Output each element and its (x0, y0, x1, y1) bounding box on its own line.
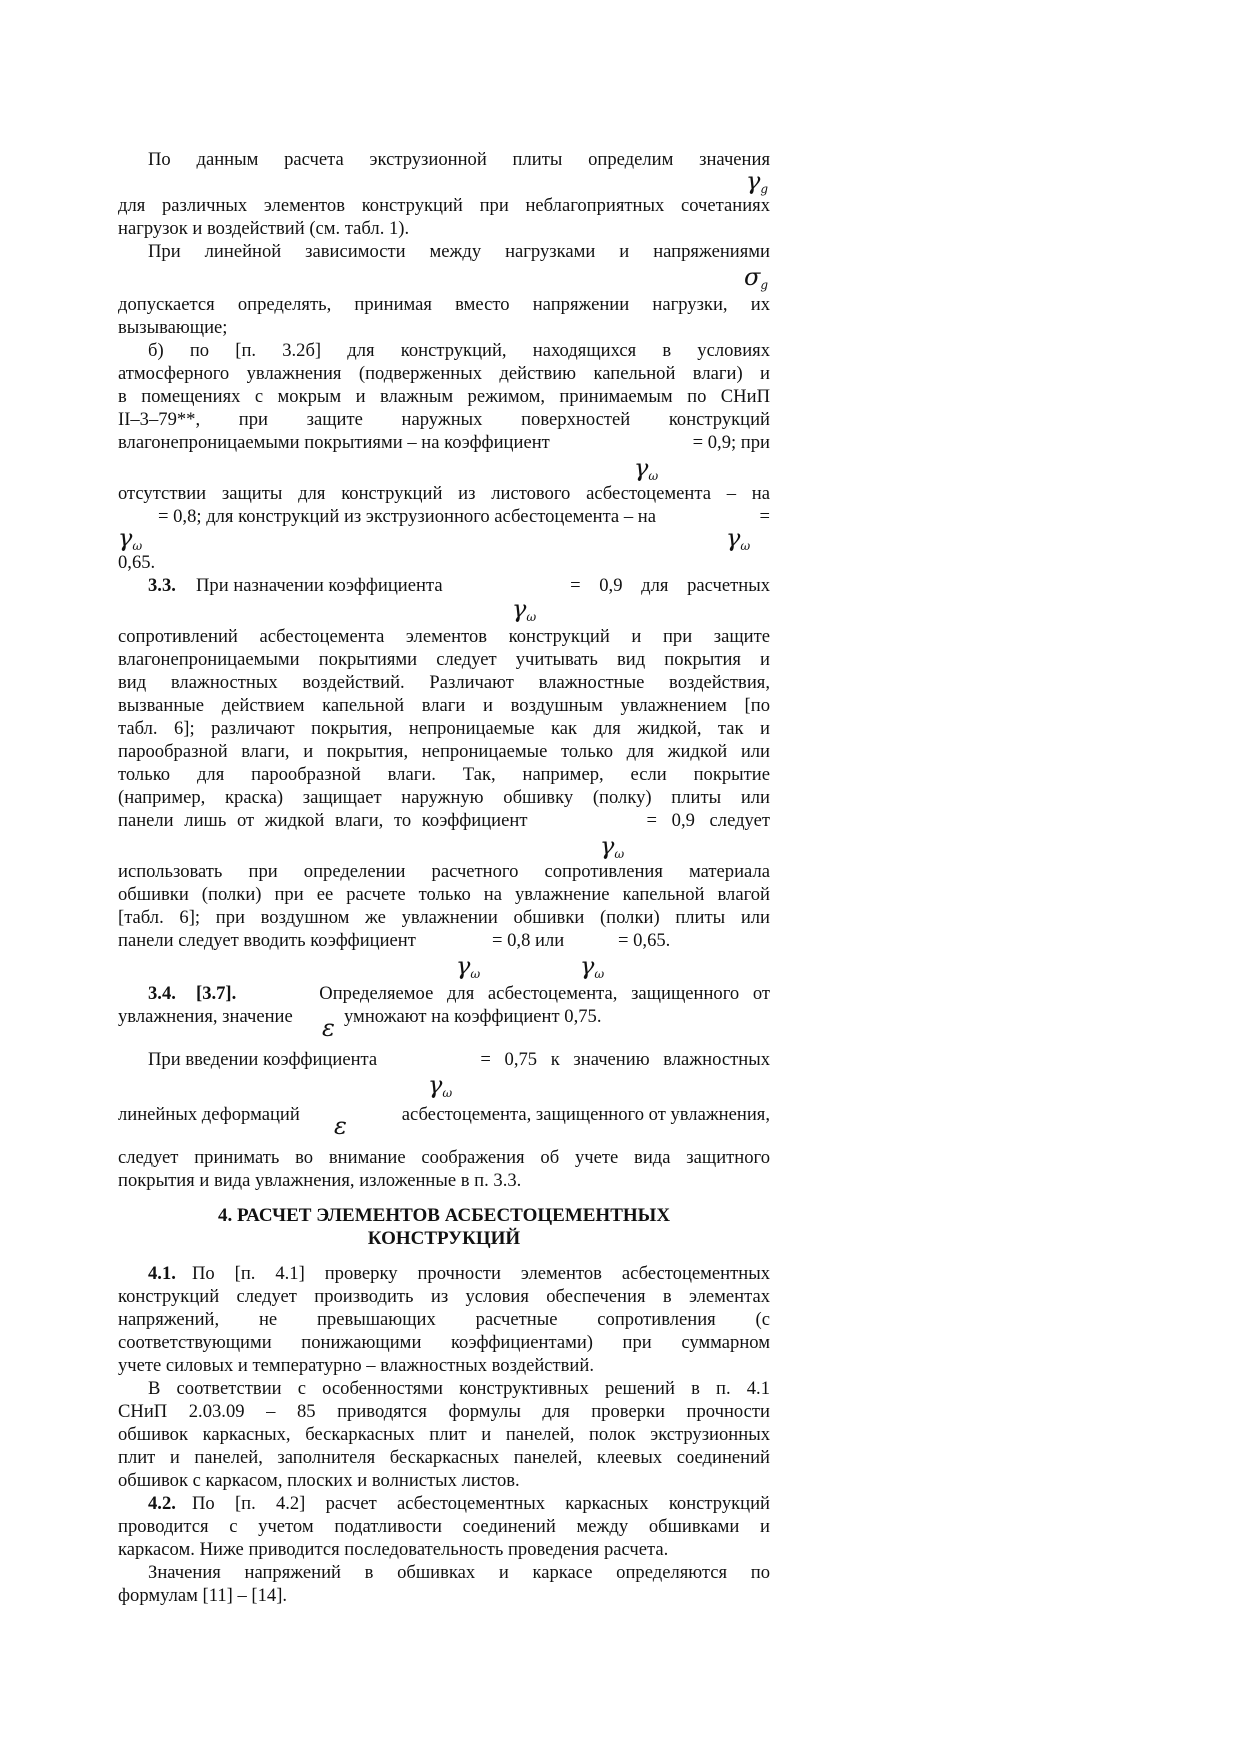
clause-number: 4.2. (148, 1493, 176, 1514)
paragraph-line (118, 148, 770, 171)
text-line: табл. 6]; различают покрытия, непроницаемые как для жидкой, так и (118, 718, 770, 739)
formula-line (118, 263, 770, 293)
text-line: атмосферного увлажнения (подверженных действию капельной влаги) и (118, 363, 770, 384)
paragraph-line (118, 431, 770, 454)
text-line: обшивок каркасных, бескаркасных плит и панелей, полок экструзионных (118, 1424, 770, 1445)
epsilon-symbol: ε (322, 1014, 335, 1042)
paragraph-line (118, 1400, 770, 1423)
text-line: влагонепроницаемыми покрытиями – на коэффициент (118, 432, 550, 453)
paragraph-line (118, 809, 770, 832)
text-line: [табл. 6]; при воздушном же увлажнении обшивки (полки) плиты или (118, 907, 770, 928)
text-line: = 0,8; для конструкций из экструзионного асбестоцемента – на (158, 506, 656, 527)
paragraph-line (118, 385, 770, 408)
paragraph-line (118, 293, 770, 316)
text-line: использовать при определении расчетного сопротивления материала (118, 861, 770, 882)
text-line: = 0,8 или (492, 930, 565, 951)
text-line: панели следует вводить коэффициент (118, 930, 416, 951)
paragraph-line (118, 339, 770, 362)
text-line: СНиП 2.03.09 – 85 приводятся формулы для проверки прочности (118, 1401, 770, 1422)
text-line: (например, краска) защищает наружную обшивку (полку) плиты или (118, 787, 770, 808)
text-line: В соответствии с особенностями конструктивных решений в п. 4.1 (148, 1378, 770, 1399)
paragraph-line (118, 408, 770, 431)
paragraph-line (118, 482, 770, 505)
text-line: = 0,65. (618, 930, 671, 951)
text-line: = (759, 506, 770, 527)
document-page (118, 148, 770, 1607)
text-line: каркасом. Ниже приводится последовательность проведения расчета. (118, 1539, 669, 1560)
text-line: сопротивлений асбестоцемента элементов конструкций и при защите (118, 626, 770, 647)
text-line: покрытия и вида увлажнения, изложенные в п. 3.3. (118, 1170, 522, 1191)
text-line: = 0,9 следует (646, 810, 770, 831)
gamma-omega-symbol: $\gamma_\omega$ (580, 952, 605, 981)
text-line: = 0,9; при (692, 432, 770, 453)
paragraph-line (118, 694, 770, 717)
text-line: Значения напряжений в обшивках и каркасе определяются по (148, 1562, 770, 1583)
paragraph-line (118, 1169, 770, 1192)
gamma-omega-symbol: $\gamma_\omega$ (456, 952, 481, 981)
heading-line: КОНСТРУКЦИЙ (367, 1228, 521, 1249)
paragraph-line (118, 1377, 770, 1400)
text-line: плит и панелей, заполнителя бескаркасных панелей, клеевых соединений (118, 1447, 770, 1468)
paragraph-line (118, 1492, 770, 1515)
paragraph-line (118, 1048, 770, 1071)
text-line: следует принимать во внимание соображения об учете вида защитного (118, 1147, 770, 1168)
text-line: вызывающие; (118, 317, 228, 338)
paragraph-line (118, 1446, 770, 1469)
clause-number: 4.1. (148, 1263, 176, 1284)
paragraph-line (118, 1561, 770, 1584)
text-line: парообразной влаги, и покрытия, непроницаемые только для жидкой или (118, 741, 770, 762)
formula-line (118, 952, 770, 982)
formula-line (118, 832, 770, 860)
text-line: вид влажностных воздействий. Различают влажностные воздействия, (118, 672, 770, 693)
text-line: По [п. 4.1] проверку прочности элементов асбестоцементных (192, 1263, 770, 1284)
paragraph-line (118, 316, 770, 339)
clause-number: 3.4. (148, 983, 176, 1004)
paragraph-line (118, 1515, 770, 1538)
paragraph-line (118, 1285, 770, 1308)
formula-line (118, 1071, 770, 1103)
paragraph-line (118, 860, 770, 883)
gamma-omega-symbol: $\gamma_\omega$ (600, 832, 625, 861)
paragraph-line (118, 763, 770, 786)
paragraph-line (118, 929, 770, 952)
text-line: При линейной зависимости между нагрузками и напряжениями (148, 241, 770, 262)
heading-line: 4. РАСЧЕТ ЭЛЕМЕНТОВ АСБЕСТОЦЕМЕНТНЫХ (217, 1205, 671, 1226)
paragraph-line (118, 574, 770, 597)
paragraph-line (118, 625, 770, 648)
text-line: При назначении коэффициента (196, 575, 443, 596)
paragraph-line (118, 551, 770, 574)
text-line: формулам [11] – [14]. (118, 1585, 288, 1606)
paragraph-line (118, 1538, 770, 1561)
paragraph-line (118, 1584, 770, 1607)
text-line: влагонепроницаемыми покрытиями следует учитывать вид покрытия и (118, 649, 770, 670)
paragraph-line (118, 1308, 770, 1331)
formula-line (118, 597, 770, 625)
text-line: учете силовых и температурно – влажностных воздействий. (118, 1355, 594, 1376)
gamma-omega-symbol: $\gamma_\omega$ (512, 595, 537, 624)
paragraph-line (118, 217, 770, 240)
paragraph-line (118, 883, 770, 906)
text-line: асбестоцемента, защищенного от увлажнения, (401, 1104, 770, 1125)
gamma-omega-symbol: $\gamma_\omega$ (118, 524, 143, 553)
sigma-g-symbol: $\sigma_g$ (744, 263, 769, 292)
reference: [3.7]. (196, 983, 237, 1004)
paragraph-line (118, 1331, 770, 1354)
text-line: По данным расчета экструзионной плиты определим значения (148, 149, 770, 170)
text-line: При введении коэффициента (148, 1049, 378, 1070)
text-line: Определяемое для асбестоцемента, защищенного от (319, 983, 770, 1004)
paragraph-line (118, 240, 770, 263)
text-line: напряжений, не превышающих расчетные сопротивления (с (118, 1309, 770, 1330)
text-line: 0,65. (118, 552, 156, 573)
text-line: соответствующими понижающими коэффициентами) при суммарном (118, 1332, 770, 1353)
text-line: отсутствии защиты для конструкций из листового асбестоцемента – на (118, 483, 770, 504)
paragraph-line (118, 194, 770, 217)
text-line: только для парообразной влаги. Так, например, если покрытие (118, 764, 770, 785)
gamma-omega-symbol: $\gamma_\omega$ (428, 1071, 453, 1100)
formula-line (118, 167, 770, 196)
text-line: обшивки (полки) при ее расчете только на увлажнение капельной влагой (118, 884, 770, 905)
paragraph-line (118, 1469, 770, 1492)
paragraph-line (118, 648, 770, 671)
epsilon-symbol: ε (334, 1112, 347, 1140)
text-line: обшивок с каркасом, плоских и волнистых листов. (118, 1470, 520, 1491)
text-line: для различных элементов конструкций при неблагоприятных сочетаниях (118, 195, 770, 216)
paragraph-line (118, 671, 770, 694)
gamma-g-symbol: $\gamma_g$ (746, 167, 769, 196)
paragraph-line (118, 1423, 770, 1446)
gamma-omega-symbol: $\gamma_\omega$ (726, 524, 751, 553)
paragraph-line (118, 1103, 770, 1126)
text-line: нагрузок и воздействий (см. табл. 1). (118, 218, 410, 239)
section-heading (118, 1204, 770, 1250)
paragraph-line (118, 740, 770, 763)
clause-number: 3.3. (148, 575, 176, 596)
text-line: конструкций следует производить из условия обеспечения в элементах (118, 1286, 770, 1307)
text-line: вызванные действием капельной влаги и воздушным увлажнением [по (118, 695, 770, 716)
text-line: проводится с учетом податливости соединений между обшивками и (118, 1516, 770, 1537)
text-line: в помещениях с мокрым и влажным режимом, принимаемым по СНиП (118, 386, 770, 407)
paragraph-line (118, 505, 770, 528)
paragraph-line (118, 362, 770, 385)
text-line: умножают на коэффициент 0,75. (344, 1006, 602, 1027)
paragraph-line (118, 1262, 770, 1285)
text-line: II–3–79**, при защите наружных поверхностей конструкций (118, 409, 770, 430)
paragraph-line (118, 1146, 770, 1169)
text-line: панели лишь от жидкой влаги, то коэффициент (118, 810, 528, 831)
paragraph-line (118, 982, 770, 1005)
paragraph-line (118, 786, 770, 809)
paragraph-line (118, 906, 770, 929)
text-line: = 0,75 к значению влажностных (480, 1049, 770, 1070)
text-line: линейных деформаций (118, 1104, 300, 1125)
formula-line (118, 454, 770, 482)
text-line: увлажнения, значение (118, 1006, 293, 1027)
paragraph-line (118, 1354, 770, 1377)
paragraph-line (118, 1005, 770, 1028)
gamma-omega-symbol: $\gamma_\omega$ (634, 454, 659, 483)
formula-line (118, 524, 770, 553)
paragraph-line (118, 717, 770, 740)
text-line: допускается определять, принимая вместо напряжении нагрузки, их (118, 294, 770, 315)
text-line: = 0,9 для расчетных (570, 575, 770, 596)
text-line: б) по [п. 3.2б] для конструкций, находящихся в условиях (148, 340, 770, 361)
text-line: По [п. 4.2] расчет асбестоцементных каркасных конструкций (192, 1493, 770, 1514)
